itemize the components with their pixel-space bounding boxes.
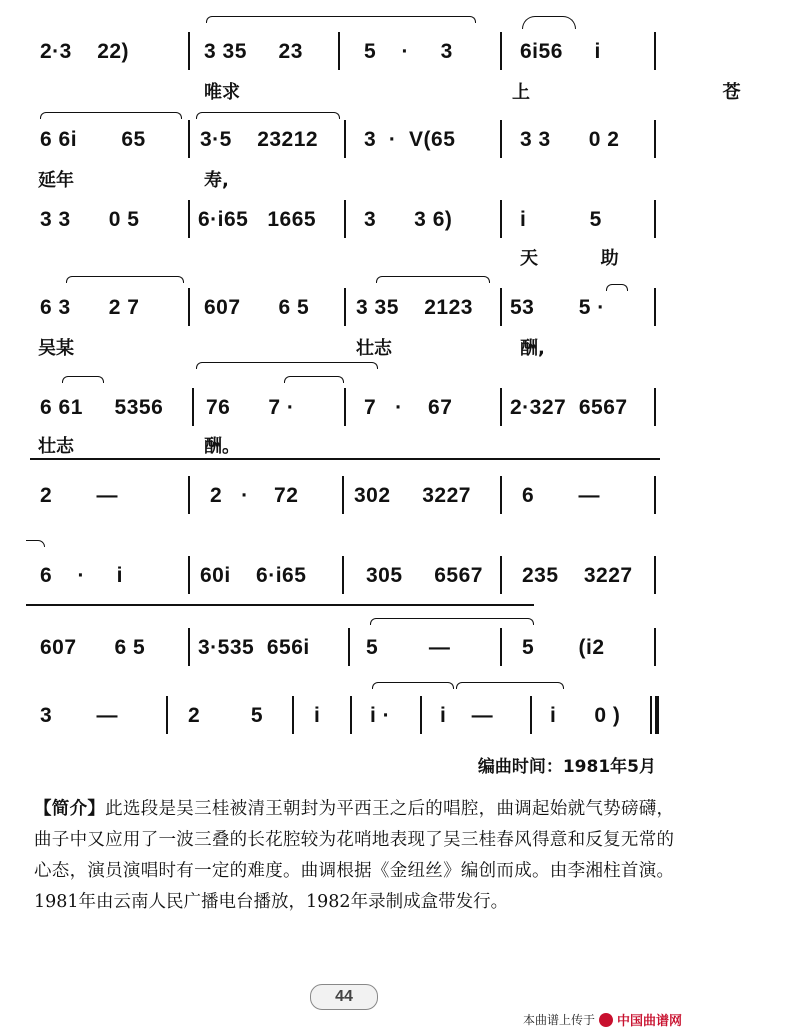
notation-segment: 3·535 656i bbox=[198, 636, 310, 659]
lyric: 壮志 bbox=[356, 338, 392, 359]
notation-segment: 3 3 0 5 bbox=[40, 208, 140, 231]
notation-segment: 6·i65 1665 bbox=[198, 208, 317, 231]
notation-segment: i — bbox=[440, 704, 494, 727]
bar-line bbox=[344, 120, 346, 158]
bar-line bbox=[500, 200, 502, 238]
tie-slur bbox=[606, 284, 628, 291]
bar-line bbox=[188, 288, 190, 326]
bar-line bbox=[342, 556, 344, 594]
lyric: 吴某 bbox=[38, 338, 74, 359]
bar-line bbox=[192, 388, 194, 426]
lyric: 上 苍 bbox=[512, 82, 801, 103]
notation-segment: 607 6 5 bbox=[204, 296, 310, 319]
notation-segment: 305 6567 bbox=[366, 564, 483, 587]
notation-segment: 6 61 5356 bbox=[40, 396, 164, 419]
tie-line bbox=[26, 604, 534, 606]
bar-line bbox=[654, 120, 656, 158]
notation-segment: 7 · 67 bbox=[364, 396, 453, 419]
bar-line bbox=[292, 696, 294, 734]
notation-segment: 76 7 · bbox=[206, 396, 295, 419]
notation-segment: 607 6 5 bbox=[40, 636, 146, 659]
tie-slur bbox=[206, 16, 476, 23]
tie-slur bbox=[62, 376, 104, 383]
tie-line bbox=[30, 458, 660, 460]
bar-line bbox=[344, 388, 346, 426]
tie-slur bbox=[376, 276, 490, 283]
lyric: 酬。 bbox=[204, 436, 240, 457]
bar-line bbox=[500, 32, 502, 70]
notation-segment: 6 — bbox=[522, 484, 601, 507]
notation-segment: 302 3227 bbox=[354, 484, 471, 507]
notation-segment: 3 3 6) bbox=[364, 208, 453, 231]
notation-segment: 2·327 6567 bbox=[510, 396, 628, 419]
site-credit bbox=[523, 1010, 682, 1029]
tie-slur bbox=[26, 540, 45, 547]
lyric: 壮志 bbox=[38, 436, 74, 457]
notation-segment: 5 — bbox=[366, 636, 451, 659]
tie-slur bbox=[196, 112, 340, 119]
lyric: 天 助 bbox=[520, 248, 619, 269]
composition-time: 编曲时间：1981年5月 bbox=[477, 757, 656, 777]
bar-line bbox=[654, 628, 656, 666]
tie-slur bbox=[196, 362, 378, 369]
page-number-badge bbox=[310, 984, 378, 1010]
bar-line bbox=[500, 476, 502, 514]
notation-segment: 3 · V(65 bbox=[364, 128, 456, 151]
intro-label: 【简介】 bbox=[34, 799, 106, 819]
bar-line bbox=[342, 476, 344, 514]
bar-line bbox=[654, 32, 656, 70]
credit-prefix: 本曲谱上传于 bbox=[522, 1013, 595, 1027]
site-logo-icon bbox=[599, 1013, 613, 1027]
bar-line bbox=[188, 200, 190, 238]
lyric: 延年 bbox=[38, 170, 74, 191]
notation-segment: 2·3 22) bbox=[40, 40, 130, 63]
notation-segment: i 5 bbox=[520, 208, 602, 231]
notation-segment: 53 5 · bbox=[510, 296, 605, 319]
tie-slur bbox=[370, 618, 534, 625]
bar-line bbox=[500, 120, 502, 158]
notation-segment: 5 (i2 bbox=[522, 636, 605, 659]
page-number: 44 bbox=[335, 988, 353, 1005]
bar-line bbox=[420, 696, 422, 734]
tie-slur bbox=[40, 112, 182, 119]
bar-line bbox=[188, 476, 190, 514]
bar-line bbox=[166, 696, 168, 734]
notation-segment: 6i56 i bbox=[520, 40, 601, 63]
bar-line bbox=[530, 696, 532, 734]
tie-slur bbox=[456, 682, 564, 689]
notation-segment: 6 6i 65 bbox=[40, 128, 146, 151]
bar-line bbox=[654, 388, 656, 426]
notation-segment: 3 35 23 bbox=[204, 40, 303, 63]
bar-line bbox=[500, 388, 502, 426]
bar-line bbox=[500, 628, 502, 666]
bar-line bbox=[500, 556, 502, 594]
tie-slur bbox=[284, 376, 344, 383]
notation-segment: 3 — bbox=[40, 704, 119, 727]
notation-segment: 2 5 bbox=[188, 704, 264, 727]
tie-slur bbox=[372, 682, 454, 689]
bar-line bbox=[188, 556, 190, 594]
introduction bbox=[34, 794, 674, 918]
tie-slur bbox=[66, 276, 184, 283]
notation-segment: 6 3 2 7 bbox=[40, 296, 140, 319]
notation-segment: 5 · 3 bbox=[364, 40, 453, 63]
bar-line bbox=[188, 628, 190, 666]
bar-line bbox=[654, 476, 656, 514]
bar-line bbox=[344, 288, 346, 326]
tie-slur bbox=[522, 16, 576, 29]
bar-line bbox=[338, 32, 340, 70]
notation-segment: 60i 6·i65 bbox=[200, 564, 307, 587]
final-bar-line-thick bbox=[655, 696, 659, 734]
credit-brand-link[interactable]: 中国曲谱网 bbox=[616, 1014, 682, 1029]
lyric: 酬, bbox=[520, 338, 545, 359]
lyric: 唯求 bbox=[204, 82, 240, 103]
bar-line bbox=[350, 696, 352, 734]
notation-segment: i · bbox=[370, 704, 391, 727]
notation-segment: 3·5 23212 bbox=[200, 128, 319, 151]
notation-segment: 235 3227 bbox=[522, 564, 633, 587]
intro-text: 此选段是吴三桂被清王朝封为平西王之后的唱腔，曲调起始就气势磅礴，曲子中又应用了一波三叠的长花腔较为花哨地表现了吴三桂春风得意和反复无常的心态，演员演唱时有一定的难度。曲调根据《金纽丝》编创而成。由李湘柱首演。1981年由云南人民广播电台播放，1982年录制成盒带发行。 bbox=[34, 799, 675, 912]
bar-line bbox=[188, 120, 190, 158]
notation-segment: 2 — bbox=[40, 484, 119, 507]
notation-segment: 2 · 72 bbox=[210, 484, 299, 507]
bar-line bbox=[500, 288, 502, 326]
notation-segment: 3 35 2123 bbox=[356, 296, 473, 319]
notation-segment: i 0 ) bbox=[550, 704, 621, 727]
notation-segment: 3 3 0 2 bbox=[520, 128, 620, 151]
bar-line bbox=[654, 556, 656, 594]
bar-line bbox=[348, 628, 350, 666]
final-bar-line-thin bbox=[650, 696, 652, 734]
notation-segment: 6 · i bbox=[40, 564, 124, 587]
bar-line bbox=[654, 200, 656, 238]
bar-line bbox=[654, 288, 656, 326]
notation-segment: i bbox=[314, 704, 321, 727]
bar-line bbox=[344, 200, 346, 238]
bar-line bbox=[188, 32, 190, 70]
lyric: 寿, bbox=[204, 170, 229, 191]
